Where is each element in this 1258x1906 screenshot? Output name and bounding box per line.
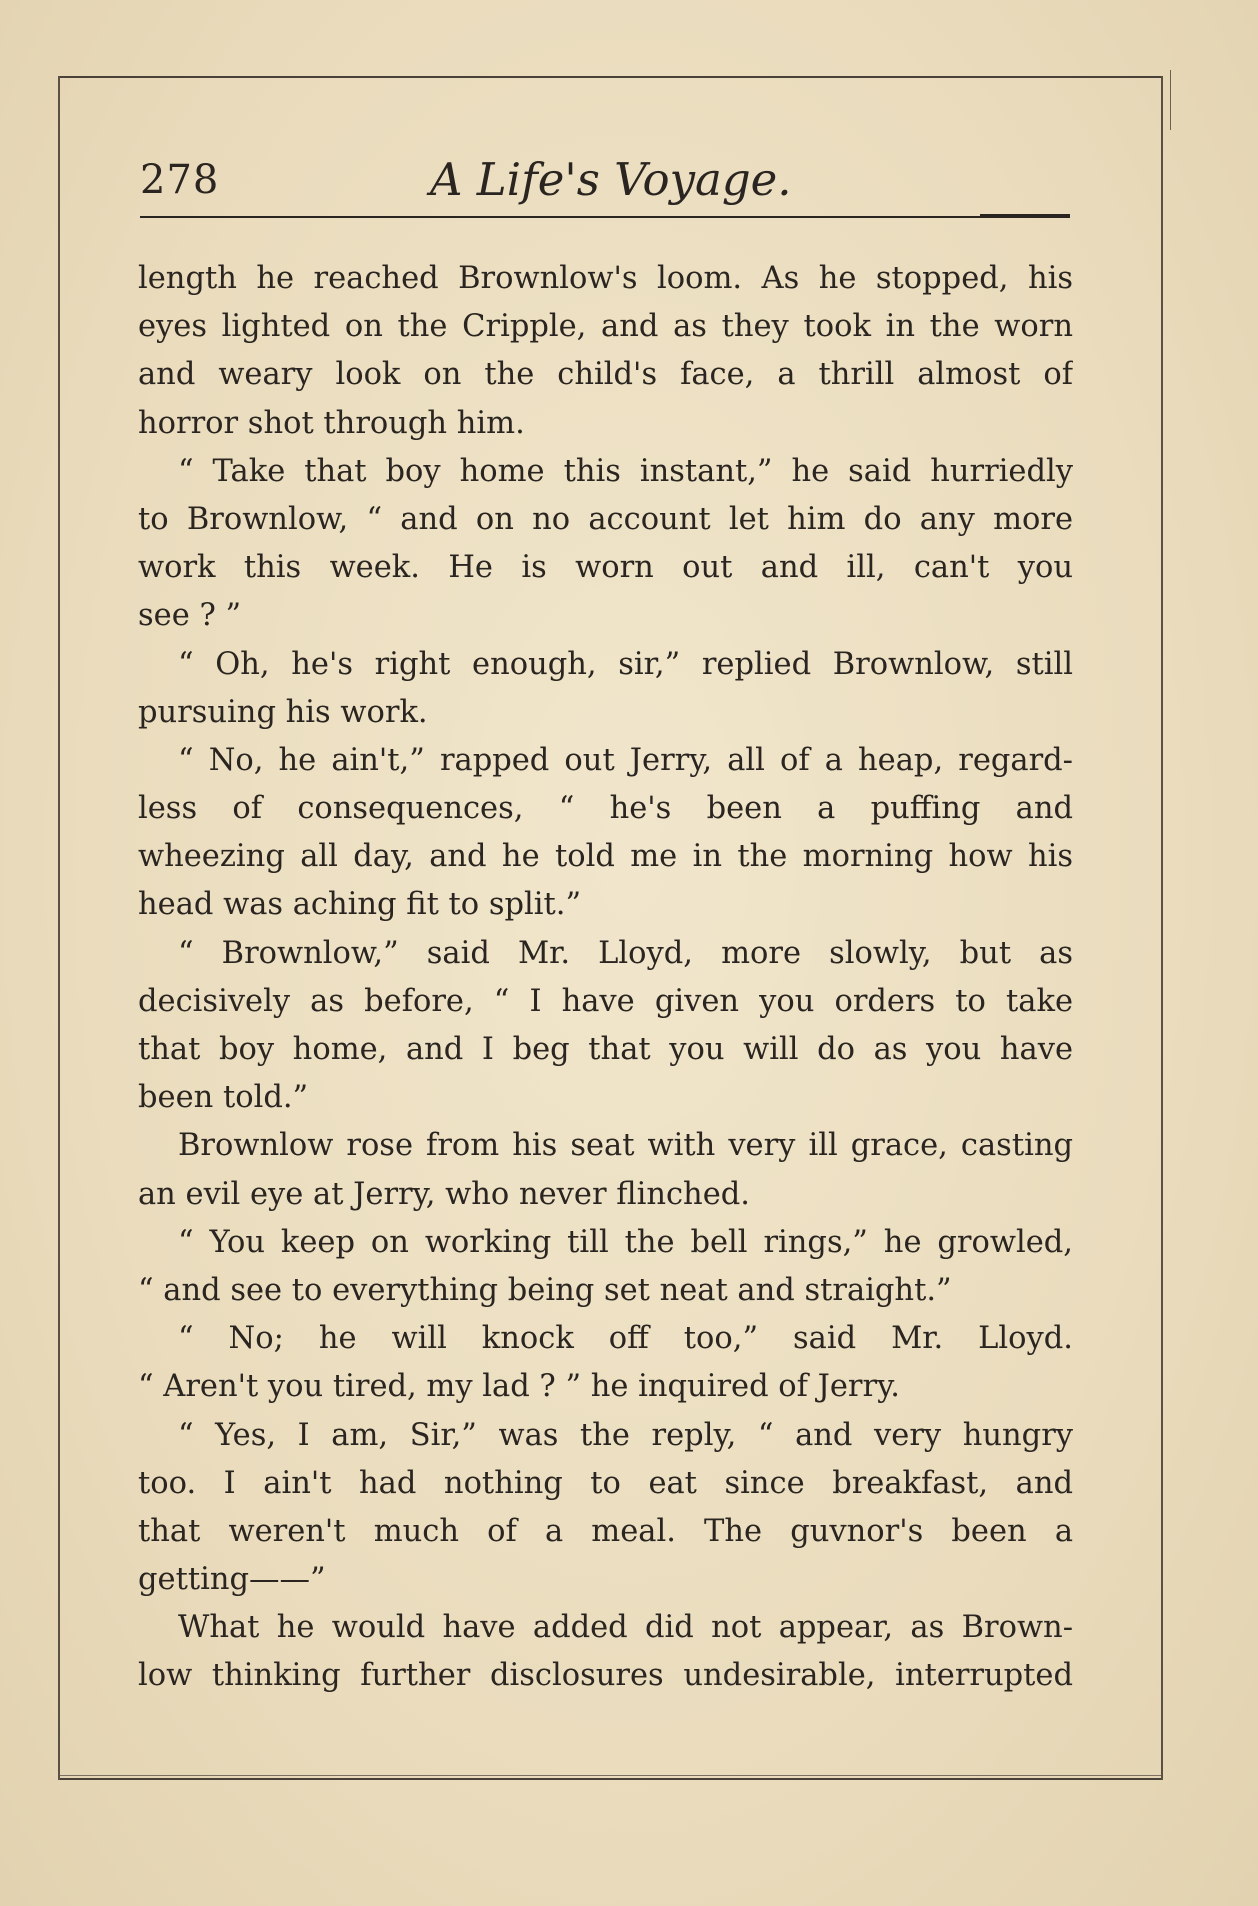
text-line: decisively as before, “ I have given you orders to take [138,983,1073,1019]
text-line: pursuing his work. [138,694,428,730]
text-line: head was aching fit to split.” [138,887,582,923]
text-line: horror shot through him. [138,405,525,441]
text-line: “ Brownlow,” said Mr. Lloyd, more slowly, but as [178,935,1073,971]
text-line: work this week. He is worn out and ill, can't you [138,550,1073,586]
text-line: “ No; he will knock off too,” said Mr. Lloyd. [178,1321,1073,1357]
frame-top-rule [58,76,1163,78]
text-line: less of consequences, “ he's been a puffing and [138,791,1073,827]
text-line: an evil eye at Jerry, who never flinched. [138,1176,750,1212]
text-line: too. I ain't had nothing to eat since breakfast, and [138,1465,1073,1501]
frame-left-rule [58,76,60,1780]
text-line: low thinking further disclosures undesirable, interrupted [138,1658,1073,1694]
text-line: What he would have added did not appear, as Brown- [178,1610,1073,1646]
text-line: been told.” [138,1080,309,1116]
text-line: see ? ” [138,598,242,634]
text-line: that boy home, and I beg that you will do as you have [138,1032,1073,1067]
text-line: “ Yes, I am, Sir,” was the reply, “ and very hungry [178,1417,1073,1453]
text-line: length he reached Brownlow's loom. As he stopped, his [138,261,1073,296]
text-line: “ and see to everything being set neat and straight.” [138,1272,952,1308]
text-line: to Brownlow, “ and on no account let him do any more [138,501,1073,537]
body-text [138,255,1073,1701]
text-line: “ You keep on working till the bell rings,” he growled, [178,1224,1073,1260]
header-rule [140,216,1070,218]
page-edge-mark [1170,70,1171,130]
page-number: 278 [140,157,220,203]
frame-right-rule [1161,76,1163,1780]
text-line: getting——” [138,1562,326,1598]
text-line: that weren't much of a meal. The guvnor's been a [138,1513,1073,1549]
frame-bottom-rule [58,1778,1163,1780]
running-title: A Life's Voyage. [430,153,792,206]
text-line: Brownlow rose from his seat with very ill grace, casting [178,1128,1073,1164]
text-line: eyes lighted on the Cripple, and as they took in the worn [138,309,1073,345]
text-line: “ Oh, he's right enough, sir,” replied Brownlow, still [178,646,1073,682]
frame-bottom-rule-inner [58,1775,1163,1776]
text-line: wheezing all day, and he told me in the morning how his [138,839,1073,875]
text-line: and weary look on the child's face, a thrill almost of [138,357,1073,393]
text-line: “ Take that boy home this instant,” he said hurriedly [178,453,1073,489]
running-header [140,150,1070,210]
text-line: “ No, he ain't,” rapped out Jerry, all of a heap, regard- [178,742,1073,778]
header-rule-accent [980,214,1070,218]
text-line: “ Aren't you tired, my lad ? ” he inquired of Jerry. [138,1369,900,1405]
